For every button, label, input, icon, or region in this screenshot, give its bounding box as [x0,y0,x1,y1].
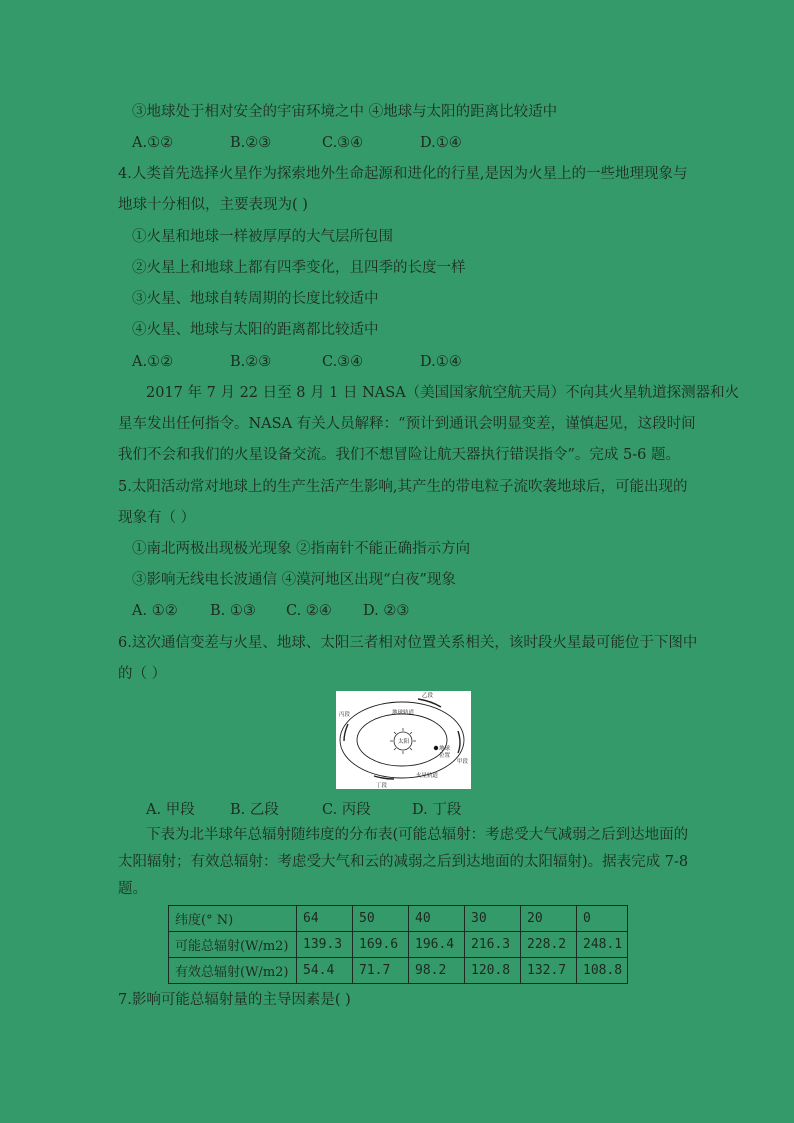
label-yi: 乙段 [422,693,434,699]
table-cell: 可能总辐射(W/m2) [169,932,297,958]
q6-stem-line1: 6.这次通信变差与火星、地球、太阳三者相对位置关系相关，该时段火星最可能位于下图中 [118,635,698,651]
q5-option-b[interactable]: B. ①③ [210,603,256,619]
label-sun: 太阳 [398,739,410,745]
passage-line1: 2017 年 7 月 22 日至 8 月 1 日 NASA（美国国家航空航天局）不向其火星轨道探测器和火 [146,385,740,401]
q5-options [132,602,409,620]
q4-statement-3: ③火星、地球自转周期的长度比较适中 [132,291,379,307]
table-row-latitude [169,906,628,932]
q6-option-c[interactable]: C. 丙段 [322,802,371,818]
label-earth-orbit: 地球轨道 [392,710,415,716]
table-cell: 248.1 [577,932,628,958]
statement-3-4: ③地球处于相对安全的宇宙环境之中 ④地球与太阳的距离比较适中 [132,104,558,120]
table-cell: 20 [521,906,577,932]
q5-stem-line1: 5.太阳活动常对地球上的生产生活产生影响,其产生的带电粒子流吹袭地球后，可能出现的 [118,479,688,495]
table-intro-line3: 题。 [118,881,147,897]
q3-options [132,134,462,152]
q3-option-b[interactable]: B.②③ [230,135,272,151]
q4-statement-2: ②火星上和地球上都有四季变化，且四季的长度一样 [132,260,466,276]
table-cell: 228.2 [521,932,577,958]
q4-option-c[interactable]: C.③④ [322,354,364,370]
table-cell: 108.8 [577,958,628,984]
q3-option-a[interactable]: A.①② [132,135,174,151]
table-cell: 120.8 [465,958,521,984]
passage-line2: 星车发出任何指令。NASA 有关人员解释：“预计到通讯会明显变差，谨慎起见，这段时间 [118,416,696,432]
table-cell: 132.7 [521,958,577,984]
q6-option-d[interactable]: D. 丁段 [412,802,462,818]
table-row-possible [169,932,628,958]
q7-stem: 7.影响可能总辐射量的主导因素是( ) [118,992,351,1008]
q5-statements-1-2: ①南北两极出现极光现象 ②指南针不能正确指示方向 [132,541,471,557]
table-cell: 有效总辐射(W/m2) [169,958,297,984]
segment-bing-arc [344,724,348,741]
q5-statements-3-4: ③影响无线电长波通信 ④漠河地区出现“白夜”现象 [132,572,456,588]
table-intro-line2: 太阳辐射；有效总辐射：考虑受大气和云的减弱之后到达地面的太阳辐射)。据表完成 7-8 [118,854,689,870]
q3-option-d[interactable]: D.①④ [420,135,462,151]
q6-option-b[interactable]: B. 乙段 [230,802,279,818]
table-cell: 169.6 [353,932,409,958]
table-cell: 54.4 [297,958,353,984]
q4-option-b[interactable]: B.②③ [230,354,272,370]
orbit-diagram [336,691,471,789]
q4-stem-line1: 4.人类首先选择火星作为探索地外生命起源和进化的行星,是因为火星上的一些地理现象与 [118,166,688,182]
earth-position-dot [434,746,438,750]
q6-options [146,801,461,819]
q3-option-c[interactable]: C.③④ [322,135,364,151]
q6-option-a[interactable]: A. 甲段 [146,802,195,818]
table-cell: 50 [353,906,409,932]
table-cell: 30 [465,906,521,932]
table-cell: 纬度(° N) [169,906,297,932]
q4-options [132,353,462,371]
q4-statement-1: ①火星和地球一样被厚厚的大气层所包围 [132,229,393,245]
table-intro-line1: 下表为北半球年总辐射随纬度的分布表(可能总辐射：考虑受大气减弱之后到达地面的 [146,827,689,843]
q4-statement-4: ④火星、地球与太阳的距离都比较适中 [132,322,379,338]
table-cell: 216.3 [465,932,521,958]
radiation-table [168,905,628,984]
table-row-effective [169,958,628,984]
passage-line3: 我们不会和我们的火星设备交流。我们不想冒险让航天器执行错误指令”。完成 5-6 题。 [118,447,680,463]
table-cell: 0 [577,906,628,932]
table-cell: 40 [409,906,465,932]
label-position: 位置 [439,753,451,759]
q5-option-c[interactable]: C. ②④ [286,603,332,619]
table-cell: 64 [297,906,353,932]
q5-option-d[interactable]: D. ②③ [363,603,410,619]
table-cell: 71.7 [353,958,409,984]
label-bing: 丙段 [339,712,351,718]
q6-stem-line2: 的（ ） [118,666,167,682]
table-cell: 98.2 [409,958,465,984]
label-earth: 地球 [439,746,451,752]
q4-stem-line2: 地球十分相似，主要表现为( ) [118,197,308,213]
q5-stem-line2: 现象有（ ） [118,510,196,526]
segment-jia-arc [458,731,460,753]
label-ding: 丁段 [376,783,388,789]
q4-option-d[interactable]: D.①④ [420,354,462,370]
label-jia: 甲段 [457,759,469,765]
q5-option-a[interactable]: A. ①② [132,603,178,619]
label-mars-orbit: 火星轨道 [416,773,439,779]
table-cell: 196.4 [409,932,465,958]
table-cell: 139.3 [297,932,353,958]
q4-option-a[interactable]: A.①② [132,354,174,370]
